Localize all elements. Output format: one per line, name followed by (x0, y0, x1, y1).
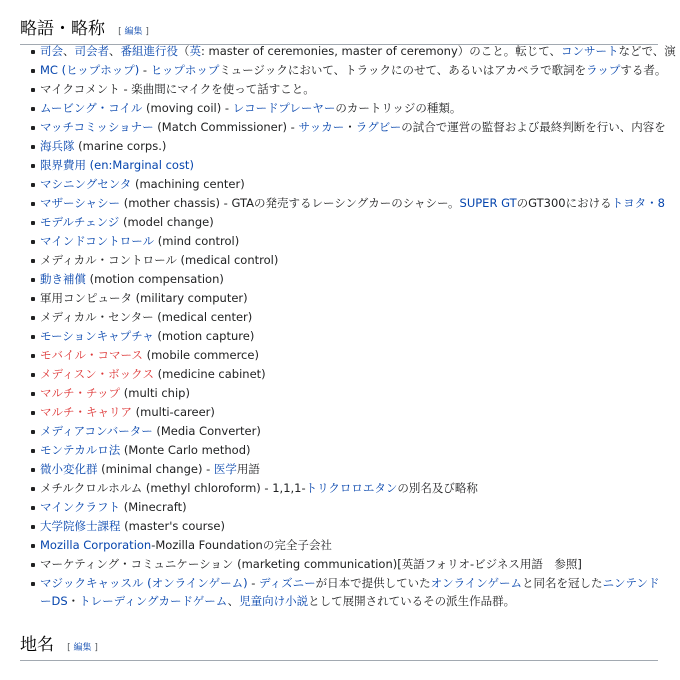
item-text: と同名を冠した (522, 576, 603, 590)
item-text: (Minecraft) (120, 500, 187, 514)
list-item (30, 403, 660, 422)
article-link[interactable]: オンラインゲーム (430, 576, 523, 590)
item-text: (Media Converter) (152, 424, 261, 438)
missing-article-link[interactable]: モバイル・コマース (40, 348, 143, 362)
article-link[interactable]: ラグビー (355, 120, 402, 134)
article-link[interactable]: 海兵隊 (40, 139, 75, 153)
list-item (30, 555, 660, 574)
item-text: 、 (63, 44, 75, 58)
list-item (30, 80, 660, 99)
item-text: の別名及び略称 (397, 481, 478, 495)
article-link[interactable]: 児童向け小説 (239, 594, 309, 608)
edit-link[interactable]: 編集 (73, 643, 92, 653)
article-link[interactable]: メディアコンバーター (40, 424, 153, 438)
item-text: 、 (109, 44, 121, 58)
article-link[interactable]: ムービング・コイル (40, 101, 143, 115)
list-item (30, 137, 660, 156)
list-item (30, 574, 660, 610)
list-item (30, 175, 660, 194)
item-text: ・ (344, 120, 356, 134)
article-link[interactable]: ニンテンドーDS (40, 576, 660, 608)
article-link[interactable]: 微小変化群 (40, 462, 98, 476)
item-text: などで、演 (618, 44, 676, 58)
section-heading-abbreviations (20, 14, 658, 45)
article-link[interactable]: 司会者 (74, 44, 109, 58)
item-text: (mobile commerce) (142, 348, 259, 362)
article-link[interactable]: モデルチェンジ (40, 215, 120, 229)
item-text: (machining center) (131, 177, 245, 191)
item-text: ・ (67, 594, 80, 608)
article-link[interactable]: マシニングセンタ (40, 177, 132, 191)
item-text: のGT300における (516, 196, 612, 210)
edit-link[interactable]: 編集 (124, 27, 143, 37)
item-text: (medicine cabinet) (153, 367, 266, 381)
list-item (30, 289, 660, 308)
article-link[interactable]: レコードプレーヤー (232, 101, 336, 115)
item-text: メディカル・センター (medical center) (40, 310, 253, 324)
list-item (30, 42, 676, 61)
list-item (30, 99, 660, 118)
article-link[interactable]: 動き補償 (40, 272, 86, 286)
article-link[interactable]: 限界費用 (40, 158, 86, 172)
item-text: -Mozilla Foundationの完全子会社 (151, 538, 332, 552)
item-text: マーケティング・コミュニケーション (marketing communication)[英語フォリオ-ビジネス用語 参照] (40, 557, 582, 571)
article-link[interactable]: コンサート (561, 44, 619, 58)
edit-section-link[interactable]: [ 編集 ] (118, 27, 149, 37)
article-link[interactable]: 司会 (40, 44, 63, 58)
item-text: が日本で提供していた (315, 576, 431, 590)
list-item (30, 232, 660, 251)
item-text: の試合で運営の監督および最終判断を行い、内容を (401, 120, 666, 134)
item-text: : master of ceremonies, master of ceremony）のこと。転じて、 (201, 44, 562, 58)
missing-article-link[interactable]: マルチ・チップ (40, 386, 121, 400)
article-link[interactable]: SUPER GT (459, 196, 517, 210)
list-item (30, 194, 665, 213)
list-item (30, 270, 660, 289)
item-text: として展開されているその派生作品群。 (308, 594, 516, 608)
item-text: マイクコメント - 楽曲間にマイクを使って話すこと。 (40, 82, 315, 96)
section-title: 地名 (20, 635, 54, 655)
article-link[interactable]: マザーシャシー (40, 196, 121, 210)
article-link[interactable]: ラップ (586, 63, 621, 77)
item-text: - (247, 576, 260, 590)
section-heading-place-names (20, 630, 658, 661)
item-text: ミュージックにおいて、トラックにのせて、あるいはアカペラで歌詞を (219, 63, 587, 77)
list-item (30, 346, 660, 365)
edit-section-link[interactable]: [ 編集 ] (67, 643, 98, 653)
item-text: (moving coil) - (142, 101, 233, 115)
item-text: する者。 (620, 63, 667, 77)
list-item (30, 251, 660, 270)
article-link[interactable]: トリクロロエタン (305, 481, 398, 495)
item-text: 用語 (236, 462, 260, 476)
abbreviation-list (30, 42, 676, 610)
list-item (30, 536, 660, 555)
list-item (30, 308, 660, 327)
item-text: のカートリッジの種類。 (335, 101, 462, 115)
article-link[interactable]: トヨタ・8 (611, 196, 665, 210)
item-text: (minimal change) - (97, 462, 214, 476)
article-link[interactable]: マインドコントロール (40, 234, 155, 248)
item-text: (mind control) (154, 234, 240, 248)
list-item (30, 422, 660, 441)
article-link[interactable]: Mozilla Corporation (40, 538, 152, 552)
article-link[interactable]: モーションキャプチャ (40, 329, 154, 343)
article-link[interactable]: マッチコミッショナー (40, 120, 154, 134)
article-link[interactable]: モンテカルロ法 (40, 443, 121, 457)
article-link[interactable]: マインクラフト (40, 500, 121, 514)
list-item (30, 365, 660, 384)
item-text: メディカル・コントロール (medical control) (40, 253, 279, 267)
list-item (30, 517, 660, 536)
article-link[interactable]: 大学院修士課程 (40, 519, 121, 533)
item-text: メチルクロルホルム (methyl chloroform) - 1,1,1- (40, 481, 306, 495)
list-item (30, 384, 660, 403)
item-text: 、 (227, 594, 240, 608)
item-text: (master's course) (120, 519, 225, 533)
list-item (30, 479, 660, 498)
article-link[interactable]: トレーディングカードゲーム (79, 594, 228, 608)
article-link[interactable]: ディズニー (259, 576, 316, 590)
list-item (30, 156, 660, 175)
article-link[interactable]: 番組進行役 (120, 44, 178, 58)
article-link[interactable]: :Marginal cost) (108, 158, 194, 172)
item-text: (mother chassis) - GTAの発売するレーシングカーのシャシー。 (120, 196, 460, 210)
list-item (30, 441, 660, 460)
list-item (30, 327, 660, 346)
missing-article-link[interactable]: マルチ・キャリア (40, 405, 132, 419)
article-link[interactable]: マジックキャッスル (オンラインゲーム) (40, 576, 248, 590)
section-title: 略語・略称 (20, 19, 105, 39)
item-text: (marine corps.) (74, 139, 167, 153)
item-text: (motion capture) (153, 329, 255, 343)
item-text: (Match Commissioner) - (153, 120, 299, 134)
list-item (30, 213, 660, 232)
article-link[interactable]: en (94, 158, 109, 172)
list-item (30, 61, 667, 80)
item-text: (Monte Carlo method) (120, 443, 251, 457)
item-text: - (139, 63, 151, 77)
article-link[interactable]: 英 (189, 44, 201, 58)
article-link[interactable]: MC (ヒップホップ) (40, 63, 140, 77)
item-text: (motion compensation) (86, 272, 224, 286)
item-text: (multi-career) (132, 405, 215, 419)
item-text: 軍用コンピュータ (military computer) (40, 291, 248, 305)
missing-article-link[interactable]: メディスン・ボックス (40, 367, 154, 381)
article-link[interactable]: ヒップホップ (150, 63, 220, 77)
item-text: (model change) (119, 215, 214, 229)
article-link[interactable]: サッカー (298, 120, 345, 134)
article-link[interactable]: 医学 (213, 462, 237, 476)
item-text: （ (178, 44, 190, 58)
list-item (30, 460, 660, 479)
item-text: (multi chip) (120, 386, 190, 400)
list-item (30, 118, 666, 137)
article-link[interactable]: ( (86, 158, 95, 172)
list-item (30, 498, 660, 517)
